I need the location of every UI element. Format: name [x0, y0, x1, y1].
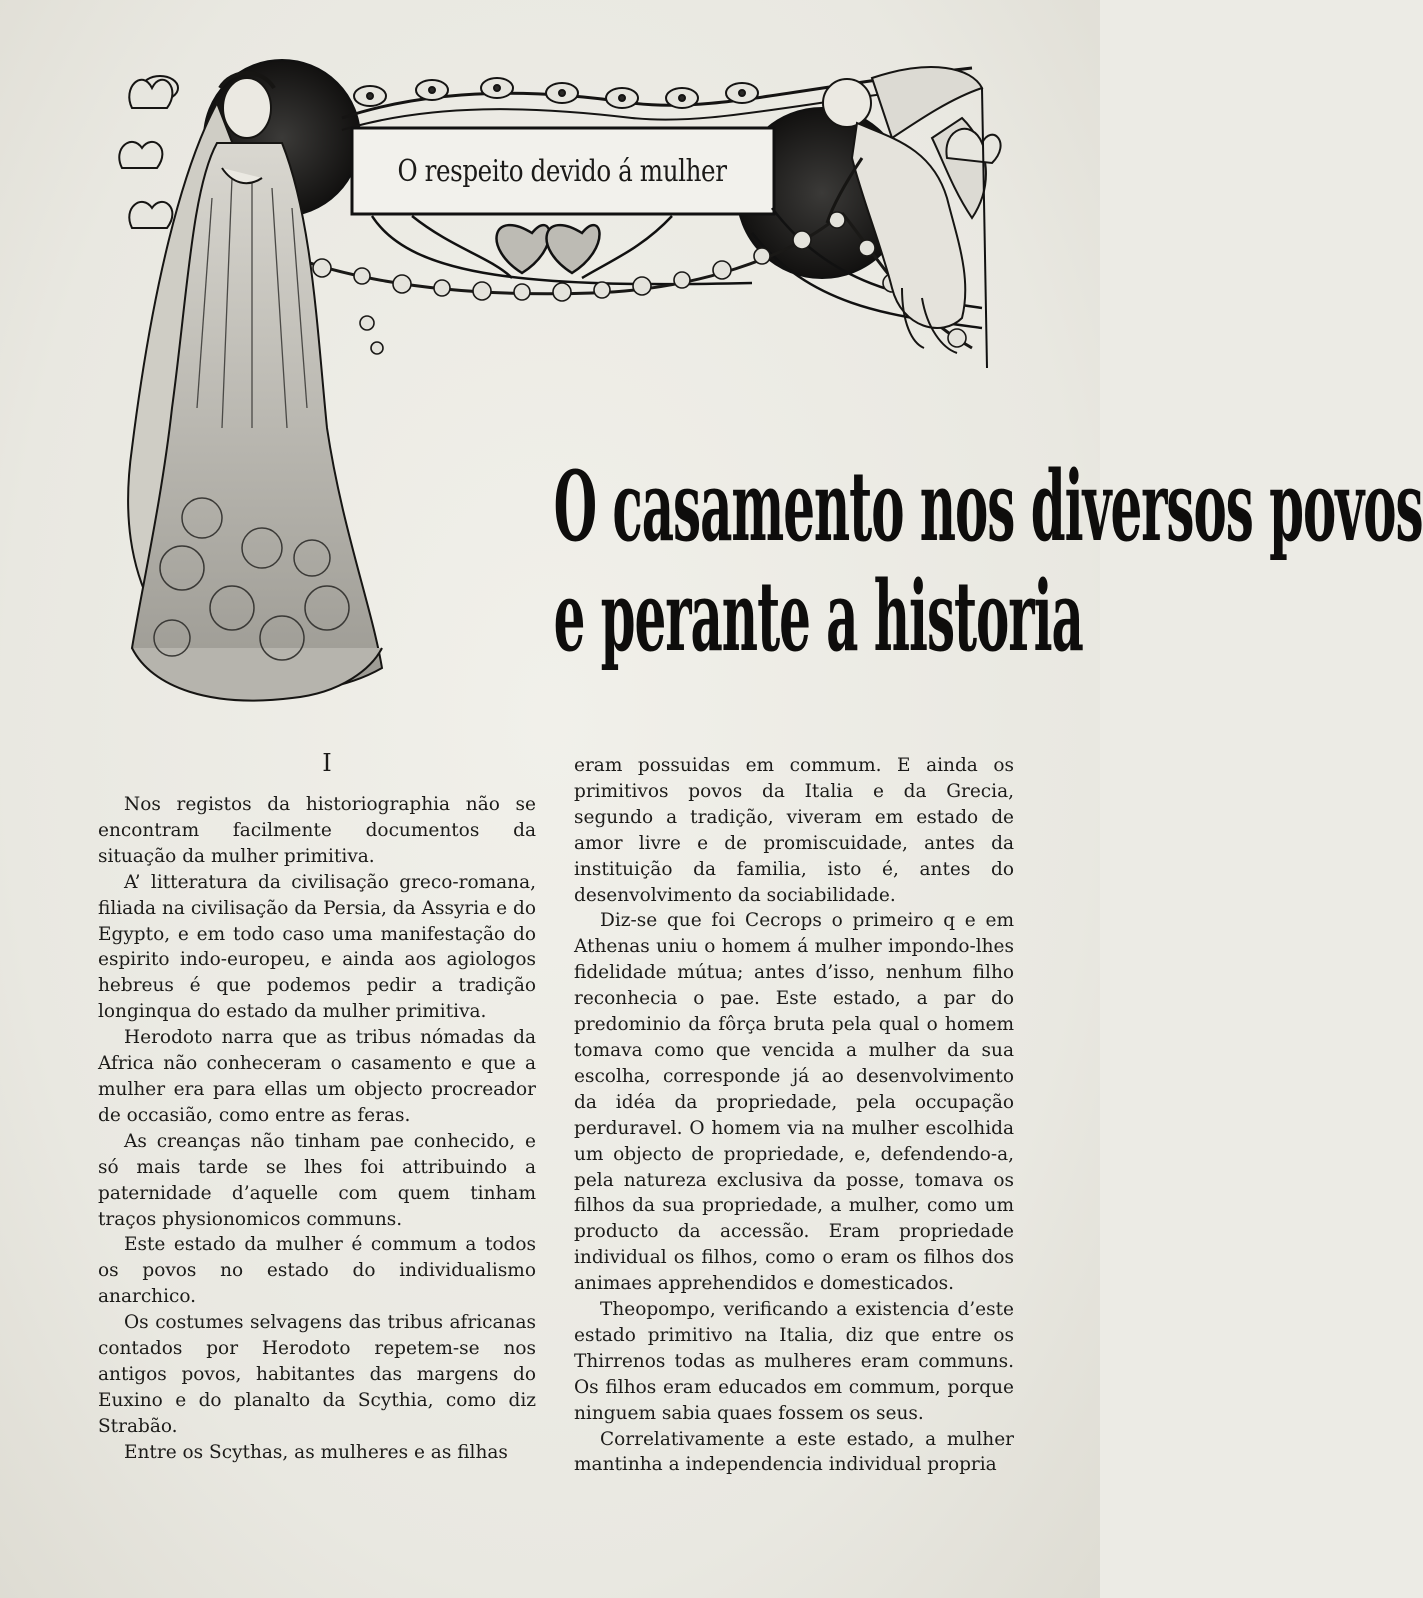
- paragraph: Herodoto narra que as tribus nómadas da Africa não conheceram o casamento e que a mulher era para ellas um objecto procreador de occasião, como entre as feras.: [98, 1027, 536, 1126]
- section-title: O respeito devido á mulher: [397, 153, 727, 189]
- paragraph: As creanças não tinham pae conhecido, e só mais tarde se lhes foi attribuindo a paternidade d’aquelle com quem tinham traços physionomicos communs.: [98, 1130, 536, 1230]
- article-title-line-2: e perante a historia: [553, 560, 1083, 673]
- paragraph: Este estado da mulher é commum a todos os povos no estado do individualismo anarchico.: [98, 1234, 536, 1308]
- paragraph: Correlativamente a este estado, a mulher mantinha a independencia individual propria: [574, 1428, 1014, 1476]
- paragraph: Diz-se que foi Cecrops o primeiro q e em Athenas uniu o homem á mulher impondo-lhes fidelidade mútua; antes d’isso, nenhum filho reconhecia o pae. Este estado, a par do predominio da fôrça bruta pela qual o homem tomava como que vencida a mulher da sua escolha, corresponde já ao desenvolvimento da idéa da propriedade, pela occupação perduravel. O homem via na mulher escolhida um objecto de propriedade, e, defendendo-a, pela natureza exclusiva da posse, tomava os filhos da sua propriedade, a mulher, como um producto da accessão. Eram propriedade individual os filhos, como o eram os filhos dos animaes apprehendidos e domesticados.: [574, 910, 1014, 1295]
- section-number: I: [322, 749, 332, 777]
- article-title: [400, 450, 1423, 673]
- right-column: [574, 753, 1014, 1478]
- article-title-line-1: O casamento nos diversos povos: [553, 450, 1423, 563]
- paragraph: Nos registos da historiographia não se encontram facilmente documentos da situação da mulher primitiva.: [98, 794, 536, 867]
- paragraph: eram possuidas em commum. E ainda os primitivos povos da Italia e da Grecia, segundo a tradição, viveram em estado de amor livre e de promiscuidade, antes da instituição da familia, isto é, antes do desenvolvimento da sociabilidade.: [574, 755, 1014, 906]
- paragraph: A’ litteratura da civilisação greco-romana, filiada na civilisação da Persia, da Assyria e do Egypto, e em todo caso uma manifestação do espirito indo-europeu, e ainda aos agiologos hebreus é que podemos pedir a tradição longinqua do estado da mulher primitiva.: [98, 871, 536, 1023]
- paragraph: Theopompo, verificando a existencia d’este estado primitivo na Italia, diz que entre os Thirrenos todas as mulheres eram communs. Os filhos eram educados em commum, porque ninguem sabia quaes fossem os seus.: [574, 1299, 1014, 1424]
- left-column: [98, 746, 536, 1466]
- paragraph: Entre os Scythas, as mulheres e as filhas: [124, 1441, 508, 1463]
- paragraph: Os costumes selvagens das tribus africanas contados por Herodoto repetem-se nos antigos povos, habitantes das margens do Euxino e do planalto da Scythia, como diz Strabão.: [98, 1312, 536, 1437]
